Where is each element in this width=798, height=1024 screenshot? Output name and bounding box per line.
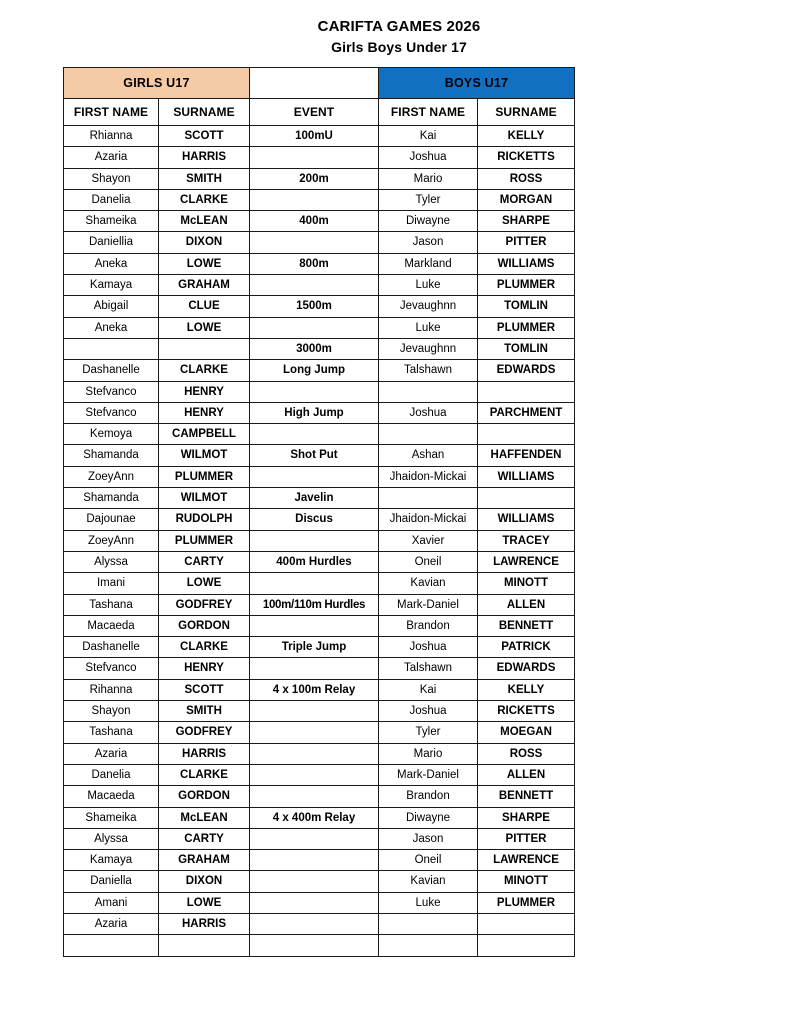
cell-girls-first-name: Tashana (64, 594, 159, 615)
cell-boys-surname: WILLIAMS (478, 466, 575, 487)
cell-girls-surname: GRAHAM (159, 275, 250, 296)
cell-girls-surname: GODFREY (159, 722, 250, 743)
cell-girls-surname: SMITH (159, 168, 250, 189)
table-row (64, 189, 575, 210)
cell-boys-first-name: Talshawn (379, 360, 478, 381)
cell-boys-surname (478, 424, 575, 445)
cell-boys-surname (478, 488, 575, 509)
cell-boys-surname: BENNETT (478, 786, 575, 807)
cell-girls-surname: SCOTT (159, 126, 250, 147)
cell-boys-surname: ALLEN (478, 594, 575, 615)
table-row (64, 168, 575, 189)
cell-boys-surname: PLUMMER (478, 275, 575, 296)
cell-girls-first-name: Aneka (64, 317, 159, 338)
table-row (64, 615, 575, 636)
cell-girls-first-name: Dajounae (64, 509, 159, 530)
table-row (64, 594, 575, 615)
cell-boys-first-name: Jevaughnn (379, 296, 478, 317)
cell-girls-surname: PLUMMER (159, 466, 250, 487)
cell-girls-first-name: Stefvanco (64, 402, 159, 423)
cell-event (250, 892, 379, 913)
cell-boys-first-name: Brandon (379, 786, 478, 807)
page-title-block (0, 0, 798, 58)
table-row (64, 679, 575, 700)
column-header-girls-first-name: FIRST NAME (64, 99, 159, 126)
cell-boys-first-name: Tyler (379, 722, 478, 743)
cell-girls-first-name: Danelia (64, 189, 159, 210)
cell-boys-surname: SHARPE (478, 807, 575, 828)
cell-boys-surname: WILLIAMS (478, 509, 575, 530)
cell-boys-surname: LAWRENCE (478, 551, 575, 572)
cell-boys-surname: KELLY (478, 679, 575, 700)
cell-girls-surname: CLARKE (159, 189, 250, 210)
cell-boys-first-name: Mario (379, 168, 478, 189)
cell-girls-first-name: Kamaya (64, 275, 159, 296)
cell-girls-first-name: Rhianna (64, 126, 159, 147)
roster-table-body (64, 68, 575, 957)
cell-boys-first-name: Talshawn (379, 658, 478, 679)
group-header-row (64, 68, 575, 99)
cell-girls-surname: McLEAN (159, 807, 250, 828)
cell-girls-first-name: Azaria (64, 913, 159, 934)
cell-event (250, 573, 379, 594)
cell-boys-first-name: Kavian (379, 871, 478, 892)
table-row (64, 892, 575, 913)
cell-event (250, 743, 379, 764)
cell-girls-surname: DIXON (159, 232, 250, 253)
table-row (64, 743, 575, 764)
cell-event (250, 424, 379, 445)
cell-girls-first-name: Abigail (64, 296, 159, 317)
cell-event (250, 189, 379, 210)
cell-boys-first-name (379, 424, 478, 445)
cell-boys-surname: ROSS (478, 168, 575, 189)
cell-girls-first-name: Rihanna (64, 679, 159, 700)
cell-event: Javelin (250, 488, 379, 509)
cell-girls-first-name: Shayon (64, 701, 159, 722)
cell-girls-surname: GRAHAM (159, 850, 250, 871)
cell-boys-first-name: Joshua (379, 147, 478, 168)
table-row (64, 509, 575, 530)
cell-girls-first-name: Dashanelle (64, 360, 159, 381)
cell-event (250, 615, 379, 636)
table-row (64, 338, 575, 359)
cell-girls-surname: HARRIS (159, 913, 250, 934)
cell-girls-surname: CLARKE (159, 764, 250, 785)
table-row (64, 828, 575, 849)
cell-girls-surname: GORDON (159, 615, 250, 636)
table-row (64, 935, 575, 956)
cell-girls-surname: GODFREY (159, 594, 250, 615)
cell-event: Shot Put (250, 445, 379, 466)
cell-boys-first-name (379, 381, 478, 402)
cell-girls-first-name: Kemoya (64, 424, 159, 445)
cell-boys-first-name: Jason (379, 232, 478, 253)
cell-boys-surname: WILLIAMS (478, 253, 575, 274)
cell-event (250, 466, 379, 487)
cell-girls-first-name: Macaeda (64, 786, 159, 807)
cell-girls-surname: HENRY (159, 402, 250, 423)
cell-girls-first-name: Shayon (64, 168, 159, 189)
cell-girls-surname: HARRIS (159, 147, 250, 168)
table-row (64, 786, 575, 807)
cell-girls-surname: CLARKE (159, 360, 250, 381)
cell-boys-surname: LAWRENCE (478, 850, 575, 871)
cell-boys-first-name: Mario (379, 743, 478, 764)
cell-event: 400m (250, 211, 379, 232)
cell-boys-first-name: Joshua (379, 402, 478, 423)
cell-boys-first-name: Joshua (379, 637, 478, 658)
cell-event: 200m (250, 168, 379, 189)
cell-girls-first-name: Shamanda (64, 488, 159, 509)
cell-event (250, 275, 379, 296)
cell-girls-first-name: Stefvanco (64, 658, 159, 679)
cell-event: 4 x 400m Relay (250, 807, 379, 828)
cell-boys-first-name: Diwayne (379, 211, 478, 232)
cell-boys-first-name: Mark-Daniel (379, 594, 478, 615)
cell-girls-first-name: Daniellia (64, 232, 159, 253)
table-row (64, 722, 575, 743)
cell-girls-surname: CAMPBELL (159, 424, 250, 445)
table-row (64, 488, 575, 509)
cell-boys-first-name: Kai (379, 679, 478, 700)
girls-section-banner: GIRLS U17 (64, 68, 250, 99)
cell-boys-surname: MINOTT (478, 573, 575, 594)
cell-girls-first-name: Imani (64, 573, 159, 594)
cell-boys-surname: BENNETT (478, 615, 575, 636)
cell-boys-first-name: Tyler (379, 189, 478, 210)
cell-boys-surname: EDWARDS (478, 658, 575, 679)
table-row (64, 253, 575, 274)
cell-boys-surname: MINOTT (478, 871, 575, 892)
table-row (64, 466, 575, 487)
table-row (64, 381, 575, 402)
cell-girls-surname: CLARKE (159, 637, 250, 658)
cell-boys-surname: PITTER (478, 232, 575, 253)
cell-girls-surname: HENRY (159, 658, 250, 679)
cell-girls-surname: HENRY (159, 381, 250, 402)
cell-event: High Jump (250, 402, 379, 423)
cell-event: Triple Jump (250, 637, 379, 658)
table-row (64, 850, 575, 871)
roster-table-container (63, 67, 574, 957)
cell-boys-first-name: Jason (379, 828, 478, 849)
table-row (64, 360, 575, 381)
cell-girls-surname: CARTY (159, 551, 250, 572)
cell-girls-first-name: Shameika (64, 211, 159, 232)
cell-girls-first-name: Azaria (64, 147, 159, 168)
cell-boys-first-name (379, 935, 478, 956)
page-subtitle: Girls Boys Under 17 (331, 39, 467, 55)
cell-boys-first-name (379, 913, 478, 934)
cell-event (250, 850, 379, 871)
cell-boys-surname (478, 935, 575, 956)
cell-event: Discus (250, 509, 379, 530)
cell-boys-surname: MOEGAN (478, 722, 575, 743)
cell-event (250, 381, 379, 402)
table-row (64, 147, 575, 168)
cell-event: 100m/110m Hurdles (250, 594, 379, 615)
cell-girls-surname (159, 338, 250, 359)
cell-girls-first-name: Azaria (64, 743, 159, 764)
cell-girls-surname: WILMOT (159, 488, 250, 509)
cell-boys-first-name: Jhaidon-Mickai (379, 509, 478, 530)
cell-boys-surname: PATRICK (478, 637, 575, 658)
cell-girls-surname: LOWE (159, 892, 250, 913)
cell-girls-surname: LOWE (159, 573, 250, 594)
cell-girls-first-name: Macaeda (64, 615, 159, 636)
table-row (64, 913, 575, 934)
cell-boys-surname: RICKETTS (478, 147, 575, 168)
cell-girls-first-name: Kamaya (64, 850, 159, 871)
cell-event (250, 786, 379, 807)
cell-boys-first-name: Markland (379, 253, 478, 274)
table-row (64, 764, 575, 785)
cell-boys-surname: KELLY (478, 126, 575, 147)
column-header-boys-first-name: FIRST NAME (379, 99, 478, 126)
cell-girls-surname: PLUMMER (159, 530, 250, 551)
cell-girls-first-name (64, 935, 159, 956)
table-row (64, 232, 575, 253)
table-row (64, 317, 575, 338)
cell-girls-surname: HARRIS (159, 743, 250, 764)
cell-girls-surname: CARTY (159, 828, 250, 849)
cell-girls-first-name: Daniella (64, 871, 159, 892)
cell-girls-first-name: Amani (64, 892, 159, 913)
cell-girls-surname: CLUE (159, 296, 250, 317)
cell-event: 100mU (250, 126, 379, 147)
cell-girls-first-name: Stefvanco (64, 381, 159, 402)
cell-boys-surname: EDWARDS (478, 360, 575, 381)
table-row (64, 871, 575, 892)
cell-boys-first-name: Diwayne (379, 807, 478, 828)
cell-event (250, 530, 379, 551)
table-row (64, 807, 575, 828)
cell-boys-surname: ROSS (478, 743, 575, 764)
cell-girls-first-name: Alyssa (64, 828, 159, 849)
cell-boys-surname: TOMLIN (478, 338, 575, 359)
cell-event: 3000m (250, 338, 379, 359)
cell-boys-first-name: Ashan (379, 445, 478, 466)
cell-event: 1500m (250, 296, 379, 317)
table-row (64, 424, 575, 445)
page-title: CARIFTA GAMES 2026 (317, 18, 481, 35)
cell-boys-first-name: Kai (379, 126, 478, 147)
cell-event (250, 232, 379, 253)
cell-event (250, 658, 379, 679)
cell-boys-first-name: Oneil (379, 551, 478, 572)
cell-event (250, 722, 379, 743)
cell-boys-surname: PLUMMER (478, 317, 575, 338)
cell-girls-first-name: ZoeyAnn (64, 466, 159, 487)
cell-girls-first-name (64, 338, 159, 359)
cell-girls-first-name: Danelia (64, 764, 159, 785)
cell-girls-surname: DIXON (159, 871, 250, 892)
cell-boys-first-name: Mark-Daniel (379, 764, 478, 785)
cell-girls-first-name: Aneka (64, 253, 159, 274)
cell-boys-first-name: Brandon (379, 615, 478, 636)
cell-boys-first-name: Joshua (379, 701, 478, 722)
roster-table (63, 67, 575, 957)
cell-boys-surname: HAFFENDEN (478, 445, 575, 466)
table-row (64, 402, 575, 423)
table-row (64, 551, 575, 572)
column-header-row (64, 99, 575, 126)
cell-boys-first-name: Luke (379, 892, 478, 913)
table-row (64, 701, 575, 722)
cell-girls-first-name: Shamanda (64, 445, 159, 466)
cell-boys-surname: TOMLIN (478, 296, 575, 317)
cell-event (250, 935, 379, 956)
boys-section-banner: BOYS U17 (379, 68, 575, 99)
middle-blank-banner (250, 68, 379, 99)
cell-girls-surname: WILMOT (159, 445, 250, 466)
cell-boys-first-name: Luke (379, 317, 478, 338)
cell-girls-surname: LOWE (159, 317, 250, 338)
cell-boys-surname: PARCHMENT (478, 402, 575, 423)
cell-boys-first-name: Kavian (379, 573, 478, 594)
table-row (64, 126, 575, 147)
cell-event (250, 871, 379, 892)
cell-girls-surname: McLEAN (159, 211, 250, 232)
cell-girls-surname: LOWE (159, 253, 250, 274)
cell-event (250, 764, 379, 785)
cell-boys-first-name: Jhaidon-Mickai (379, 466, 478, 487)
cell-boys-surname (478, 381, 575, 402)
cell-boys-first-name: Jevaughnn (379, 338, 478, 359)
cell-event (250, 147, 379, 168)
cell-boys-surname (478, 913, 575, 934)
cell-event (250, 828, 379, 849)
column-header-event: EVENT (250, 99, 379, 126)
cell-boys-first-name: Luke (379, 275, 478, 296)
cell-girls-surname: SMITH (159, 701, 250, 722)
cell-event: 400m Hurdles (250, 551, 379, 572)
cell-boys-surname: RICKETTS (478, 701, 575, 722)
cell-event (250, 701, 379, 722)
table-row (64, 530, 575, 551)
cell-boys-surname: MORGAN (478, 189, 575, 210)
table-row (64, 445, 575, 466)
table-row (64, 658, 575, 679)
cell-girls-first-name: Alyssa (64, 551, 159, 572)
cell-girls-first-name: Dashanelle (64, 637, 159, 658)
cell-boys-surname: ALLEN (478, 764, 575, 785)
cell-event: 4 x 100m Relay (250, 679, 379, 700)
cell-girls-first-name: ZoeyAnn (64, 530, 159, 551)
cell-girls-surname: SCOTT (159, 679, 250, 700)
table-row (64, 275, 575, 296)
column-header-girls-surname: SURNAME (159, 99, 250, 126)
cell-boys-first-name: Xavier (379, 530, 478, 551)
cell-event (250, 913, 379, 934)
cell-girls-first-name: Tashana (64, 722, 159, 743)
table-row (64, 296, 575, 317)
cell-boys-surname: PITTER (478, 828, 575, 849)
cell-girls-surname: GORDON (159, 786, 250, 807)
cell-girls-first-name: Shameika (64, 807, 159, 828)
cell-event: 800m (250, 253, 379, 274)
cell-boys-first-name (379, 488, 478, 509)
cell-boys-surname: TRACEY (478, 530, 575, 551)
cell-boys-surname: PLUMMER (478, 892, 575, 913)
cell-boys-surname: SHARPE (478, 211, 575, 232)
cell-girls-surname: RUDOLPH (159, 509, 250, 530)
column-header-boys-surname: SURNAME (478, 99, 575, 126)
cell-boys-first-name: Oneil (379, 850, 478, 871)
table-row (64, 211, 575, 232)
table-row (64, 573, 575, 594)
table-row (64, 637, 575, 658)
cell-girls-surname (159, 935, 250, 956)
cell-event (250, 317, 379, 338)
cell-event: Long Jump (250, 360, 379, 381)
